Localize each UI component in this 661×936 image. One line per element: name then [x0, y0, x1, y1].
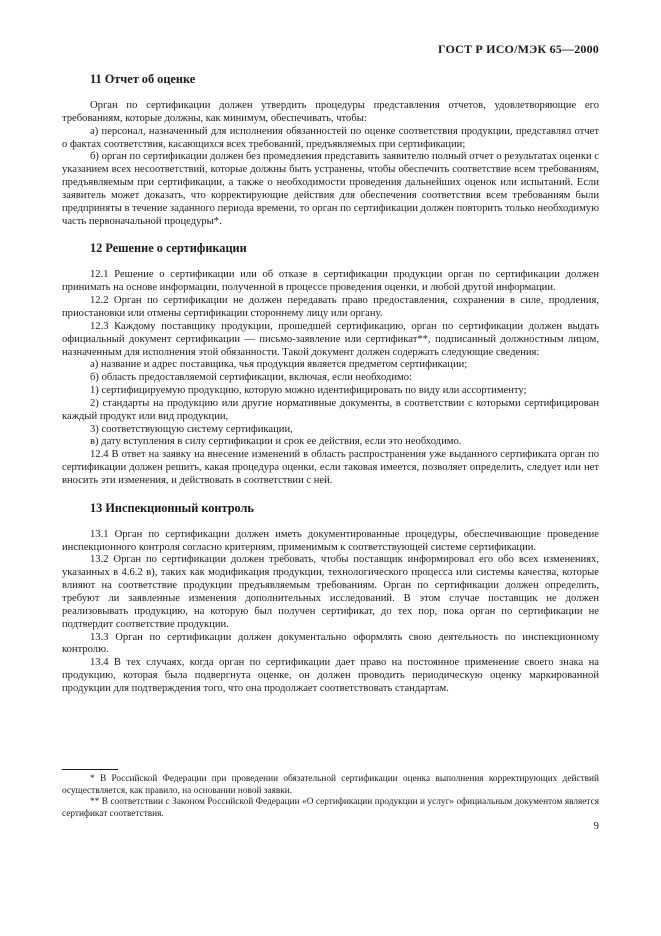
paragraph: 13.3 Орган по сертификации должен документально оформлять свою деятельность по инспекционному контролю. [62, 631, 599, 656]
footnote: ** В соответствии с Законом Российской Федерации «О сертификации продукции и услуг» официальным документом является сертификат соответствия. [62, 797, 599, 819]
section-11 [62, 72, 599, 228]
section-title: 13 Инспекционный контроль [90, 500, 254, 515]
document-body [62, 72, 599, 696]
paragraph: 12.4 В ответ на заявку на внесение изменений в область распространения уже выданного сертификата орган по сертификации должен решить, какая процедура оценки, если таковая имеется, позволяет определить, следует или нет вносить эти изменения, и действовать в соответствии с ней. [62, 449, 599, 486]
paragraph: 13.1 Орган по сертификации должен иметь документированные процедуры, обеспечивающие проведение инспекционного контроля согласно критериям, применимым к соответствующей системе сертификации. [62, 528, 599, 553]
paragraph: в) дату вступления в силу сертификации и срок ее действия, если это необходимо. [90, 436, 462, 448]
paragraph: 1) сертифицируемую продукцию, которую можно идентифицировать по виду или ассортименту; [90, 385, 527, 397]
footnote-divider [62, 769, 118, 770]
section-12 [62, 241, 599, 487]
paragraph: 2) стандарты на продукцию или другие нормативные документы, в соответствии с которыми сертифицирован каждый продукт или вид продукции, [62, 397, 599, 422]
paragraph: б) орган по сертификации должен без промедления представить заявителю полный отчет о результатах оценки с указанием всех несоответствий, которые должны быть устранены, чтобы обеспечить соответствие всем требованиям, предъявляемым при сертификации, а также о необходимости проведения дальнейших оценок или испытаний. Если заявитель может доказать, что корректирующие действия для обеспечения соответствия всем требованиям были предприняты в течение заданного периода времени, то орган по сертификации должен повторить только необходимую часть первоначальной процедуры*. [62, 151, 599, 227]
section-13 [62, 501, 599, 696]
paragraph: а) персонал, назначенный для исполнения обязанностей по оценке соответствия продукции, представлял отчет о фактах соответствия, касающихся всех требований, предъявляемых при сертификации; [62, 125, 599, 150]
paragraph: 13.2 Орган по сертификации должен требовать, чтобы поставщик информировал его обо всех изменениях, указанных в 4.6.2 в), таких как модификация продукции, технологического процесса или системы качества, которые влияют на соответствие продукции предъявляемым требованиям. Орган по сертификации должен определить, требуют ли заявленные изменения дополнительных исследований. В этом случае поставщик не должен реализовывать продукцию, на которую был получен сертификат, до тех пор, пока орган по сертификации не подтвердит соответствие продукции. [62, 554, 599, 630]
paragraph: б) область предоставляемой сертификации, включая, если необходимо: [90, 372, 412, 384]
paragraph: 12.3 Каждому поставщику продукции, прошедшей сертификацию, орган по сертификации должен выдать официальный документ сертификации — письмо-заявление или сертификат**, подписанный должностным лицом, назначенным для исполнения этой обязанности. Такой документ должен содержать следующие сведения: [62, 320, 599, 358]
paragraph: 13.4 В тех случаях, когда орган по сертификации дает право на постоянное применение своего знака на продукцию, которая была подвергнута оценке, он должен проводить периодическую оценку маркированной продукции для подтверждения того, что она продолжает соответствовать стандартам. [62, 657, 599, 694]
paragraph: а) название и адрес поставщика, чья продукция является предметом сертификации; [90, 359, 468, 371]
paragraph: 12.1 Решение о сертификации или об отказе в сертификации продукции орган по сертификации должен принимать на основе информации, полученной в процессе проведения оценки, и любой другой информации. [62, 269, 599, 294]
section-title: 12 Решение о сертификации [90, 241, 247, 256]
paragraph: 12.2 Орган по сертификации не должен передавать право предоставления, сохранения в силе, продления, приостановки или отмены сертификации стороннему лицу или органу. [62, 295, 599, 319]
paragraph: 3) соответствующую систему сертификации, [90, 423, 293, 435]
section-title: 11 Отчет об оценке [90, 72, 196, 86]
page-number: 9 [593, 820, 599, 832]
footnote: * В Российской Федерации при проведении обязательной сертификации оценка выполнения корректирующих действий осуществляется, как правило, на основании новой заявки. [62, 774, 599, 796]
footnotes [62, 774, 599, 820]
standard-header: ГОСТ Р ИСО/МЭК 65—2000 [437, 42, 599, 56]
paragraph: Орган по сертификации должен утвердить процедуры представления отчетов, удовлетворяющие его требованиям, которые должны, как минимум, обеспечивать, чтобы: [62, 100, 599, 124]
